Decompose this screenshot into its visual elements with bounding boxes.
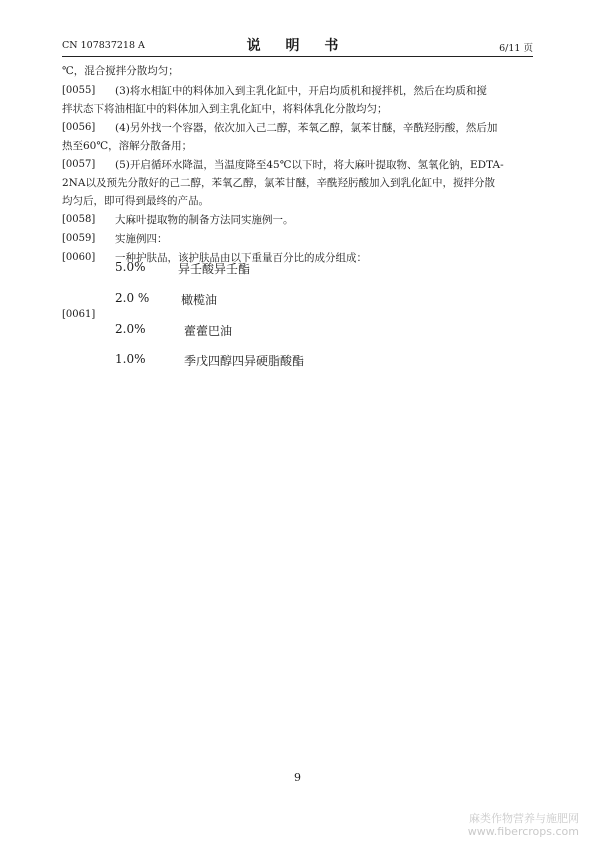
paragraph-line: (4)另外找一个容器，依次加入己二醇，苯氧乙醇，氯苯甘醚，辛酰羟肟酸，然后加 [115, 122, 498, 134]
paragraph-line: (3)将水相缸中的料体加入到主乳化缸中，开启均质机和搅拌机，然后在均质和搅 [115, 85, 487, 97]
page-header [62, 34, 533, 54]
ingredient-name: 季戊四醇四异硬脂酸酯 [184, 354, 305, 368]
paragraph-number: [0056] [62, 122, 96, 133]
ingredient-name: 藿藿巴油 [184, 324, 233, 338]
page-indicator: 6/11 页 [499, 43, 533, 54]
paragraph-number: [0055] [62, 85, 96, 96]
paragraph-number: [0060] [62, 252, 96, 263]
watermark-url: www.fibercrops.com [467, 825, 579, 838]
paragraph-line: 一种护肤品，该护肤品由以下重量百分比的成分组成： [115, 252, 367, 264]
paragraph-line: 实施例四： [115, 233, 168, 245]
paragraph-line: 热至60℃，溶解分散备用； [62, 140, 193, 152]
paragraph-line: 2NA以及预先分散好的己二醇，苯氧乙醇，氯苯甘醚，辛酰羟肟酸加入到乳化缸中，搅拌分散 [62, 177, 495, 189]
paragraph-line: 大麻叶提取物的制备方法同实施例一。 [115, 214, 294, 226]
paragraph-line: (5)开启循环水降温，当温度降至45℃以下时，将大麻叶提取物、氢氧化钠，EDTA- [115, 159, 504, 171]
page-number: 9 [294, 771, 301, 784]
patent-number: CN 107837218 A [62, 40, 145, 51]
paragraph-number: [0059] [62, 233, 96, 244]
header-divider [62, 56, 533, 57]
ingredient-percent: 2.0% [115, 322, 146, 336]
ingredient-name: 橄榄油 [181, 293, 218, 307]
paragraph-number: [0057] [62, 159, 96, 170]
ingredient-name: 异壬酸异壬酯 [178, 262, 251, 276]
paragraph-line: ℃，混合搅拌分散均匀； [62, 65, 179, 77]
paragraph-line: 拌状态下将油相缸中的料体加入到主乳化缸中，将料体乳化分散均匀； [62, 103, 388, 115]
paragraph-line: 均匀后，即可得到最终的产品。 [62, 195, 209, 207]
document-title: 说 明 书 [246, 38, 349, 54]
paragraph-number: [0061] [62, 309, 96, 320]
ingredient-percent: 5.0% [115, 260, 146, 274]
paragraph-number: [0058] [62, 214, 96, 225]
watermark-title: 麻类作物营养与施肥网 [469, 812, 579, 825]
ingredient-percent: 2.0 % [115, 291, 150, 305]
ingredient-percent: 1.0% [115, 352, 146, 366]
